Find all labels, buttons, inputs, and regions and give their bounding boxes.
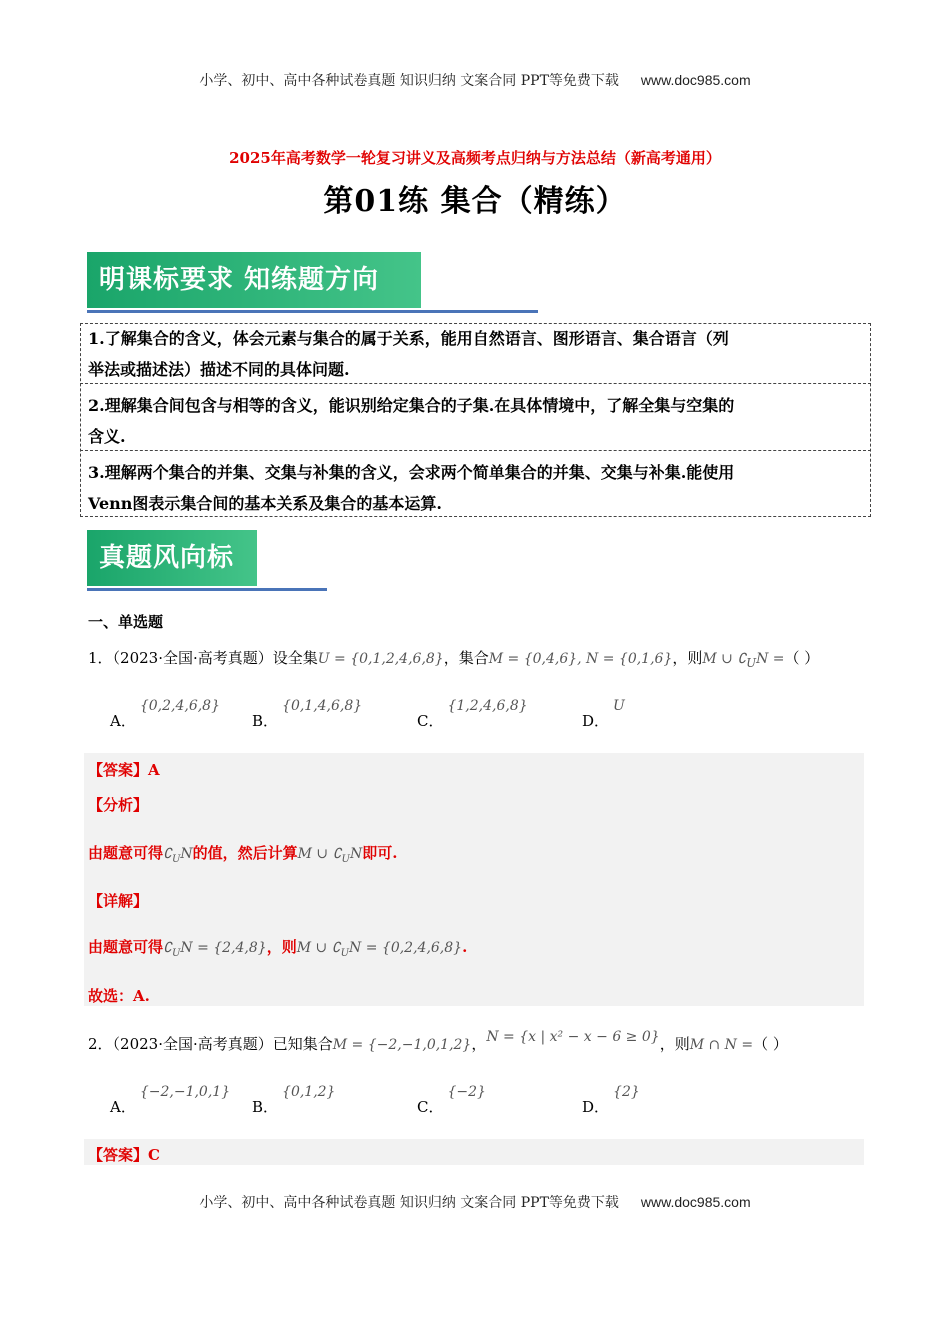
option-a[interactable]: A．{0,2,4,6,8} [110,698,220,730]
answer-value: A [148,761,160,779]
header-text: 小学、初中、高中各种试卷真题 知识归纳 文案合同 PPT等免费下载 [199,73,619,89]
analysis-tag: 【分析】 [88,796,149,814]
requirement-line: 1.了解集合的含义，体会元素与集合的属于关系，能用自然语言、图形语言、集合语言（列 [88,329,729,348]
requirement-line: 含义. [88,427,126,446]
document-title: 第01练 集合（精练） [323,184,627,219]
option-c[interactable]: C．{−2} [417,1084,486,1116]
section-banner-exam: 真题风向标 [87,530,257,586]
question-1: 1．（2023·全国·高考真题）设全集U = {0,1,2,4,6,8}，集合M = {0,4,6}, N = {0,1,6}，则M ∪ $∁_UN$ =（ ） [88,649,820,670]
question-2: 2．（2023·全国·高考真题）已知集合M = {−2,−1,0,1,2}，N = {x | x² − x − 6 ≥ 0}，则M ∩ N =（ ） [88,1029,788,1053]
requirement-line: 举法或描述法）描述不同的具体问题. [88,360,350,379]
requirement-line: 3.理解两个集合的并集、交集与补集的含义，会求两个简单集合的并集、交集与补集.能使用 [88,463,735,482]
option-d[interactable]: D．{2} [582,1084,640,1116]
answer-panel [84,753,864,1006]
footer-site-link[interactable]: www.doc985.com [640,1194,751,1210]
requirement-line: Venn图表示集合间的基本关系及集合的基本运算. [88,494,442,513]
requirement-line: 2.理解集合间包含与相等的含义，能识别给定集合的子集.在具体情境中，了解全集与空集的 [88,396,735,415]
banner-underline [87,588,327,591]
header-site-link[interactable]: www.doc985.com [640,72,751,88]
answer-line: 【答案】C [88,1146,160,1164]
option-d[interactable]: D．U [582,698,625,730]
document-subtitle: 2025年高考数学一轮复习讲义及高频考点归纳与方法总结（新高考通用） [229,149,721,167]
math-sets-m-n: M = {0,4,6}, N = {0,1,6} [488,651,673,667]
footer-text: 小学、初中、高中各种试卷真题 知识归纳 文案合同 PPT等免费下载 [199,1195,619,1211]
detail-text: 由题意可得$∁_UN = \{2,4,8\}$，则M ∪ $∁_UN = \{0,2,4,6,8\}$. [88,938,468,959]
math-expression: M ∩ N = [689,1037,754,1053]
option-a[interactable]: A．{−2,−1,0,1} [110,1084,231,1116]
answer-value: C [148,1146,160,1164]
page-header [0,70,950,90]
banner-underline [87,310,538,313]
option-b[interactable]: B．{0,1,4,6,8} [252,698,363,730]
answer-line: 【答案】A [88,761,160,779]
page-footer [0,1192,950,1212]
detail-tag: 【详解】 [88,892,149,910]
option-c[interactable]: C．{1,2,4,6,8} [417,698,528,730]
math-expression: M ∪ $∁_UN$ = [702,651,785,670]
final-choice: 故选：A. [88,987,150,1005]
section-heading: 一、单选题 [88,613,164,631]
math-universal-set: U = {0,1,2,4,6,8} [317,651,444,667]
analysis-text: 由题意可得$∁_UN$的值，然后计算M ∪ $∁_UN$即可. [88,844,398,865]
answer-panel [84,1139,864,1165]
math-set-n: N = {x | x² − x − 6 ≥ 0} [486,1029,660,1045]
math-set-m: M = {−2,−1,0,1,2} [332,1037,472,1053]
section-banner-requirements: 明课标要求 知练题方向 [87,252,421,308]
option-b[interactable]: B．{0,1,2} [252,1084,336,1116]
